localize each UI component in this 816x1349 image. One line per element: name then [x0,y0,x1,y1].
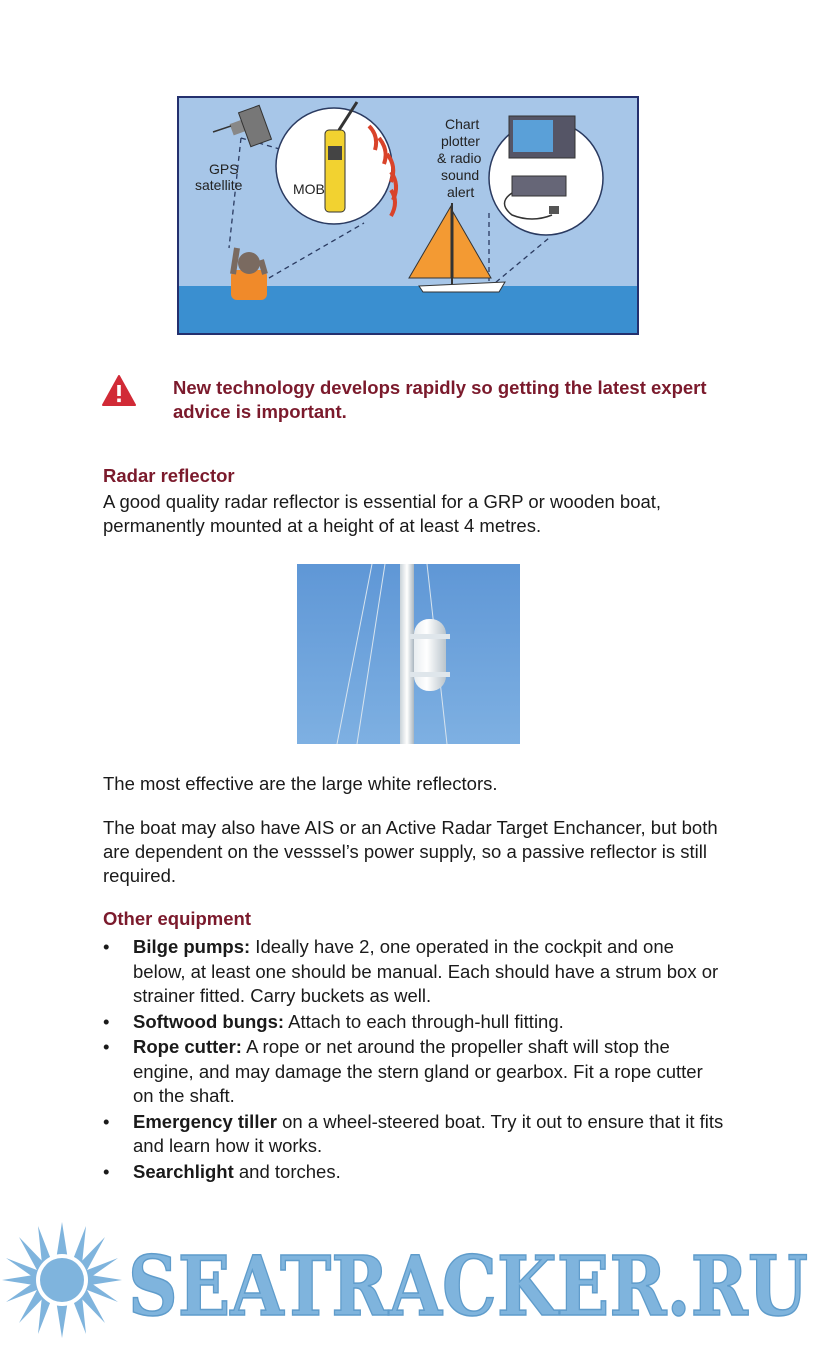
item-title: Rope cutter: [133,1036,242,1057]
item-title: Emergency tiller [133,1110,277,1132]
diagram-label-gps: GPS [209,161,239,177]
item-text: Attach to each through-hull fitting. [284,1010,564,1032]
warning-triangle-icon [102,374,136,408]
equipment-list [103,935,728,1185]
list-item [103,1010,728,1035]
chartplotter-icon [509,116,575,158]
diagram-label-alert: alert [447,184,475,200]
radar-reflector-photo [297,564,520,744]
reflector-note: The most effective are the large white reflectors. [103,773,498,794]
warning-text: New technology develops rapidly so getting the latest expert advice is important. [173,377,707,422]
radar-reflector-body: A good quality radar reflector is essential for a GRP or wooden boat, permanently mounted at a height of at least 4 metres. [103,491,662,536]
ais-note: The boat may also have AIS or an Active Radar Target Enchancer, but both are dependent on the vesssel’s power supply, so a passive reflector is still required. [103,817,718,886]
item-title: Bilge pumps: [133,936,251,957]
item-text: Ideally have 2, one operated in the cockpit and one below, at least one should be manual. Each should have a strum box or strainer fitted. Carry buckets as well. [133,936,719,1006]
list-item [103,935,728,1009]
item-text: A rope or net around the propeller shaft will stop the engine, and may damage the stern gland or gearbox. Fit a rope cutter on the shaft. [133,1036,703,1106]
diagram-label-chart: Chart [445,116,480,132]
item-text: on a wheel-steered boat. Try it out to ensure that it fits and learn how it works. [133,1110,724,1156]
item-title: Searchlight [133,1160,234,1182]
diagram-label-radio: & radio [437,150,482,166]
diagram-label-satellite: satellite [195,177,243,193]
item-text: and torches. [233,1160,341,1182]
list-item [103,1035,728,1109]
diagram-label-sound: sound [441,167,480,183]
bullet: • [103,1010,110,1032]
bullet: • [103,1036,110,1057]
bullet: • [103,936,110,957]
bullet: • [103,1110,110,1132]
mob-alert-diagram [177,96,639,335]
list-item [103,1160,728,1185]
watermark [0,1220,816,1344]
diagram-label-mob: MOB [293,181,325,197]
diagram-label-plotter: plotter [441,133,480,149]
other-equipment-heading: Other equipment [103,908,252,929]
bullet: • [103,1160,110,1182]
watermark-text: SEATRACKER.RU [128,1239,808,1335]
list-item [103,1110,728,1159]
sun-logo-icon [2,1222,122,1338]
item-title: Softwood bungs: [133,1010,285,1032]
radar-reflector-heading: Radar reflector [103,465,235,486]
